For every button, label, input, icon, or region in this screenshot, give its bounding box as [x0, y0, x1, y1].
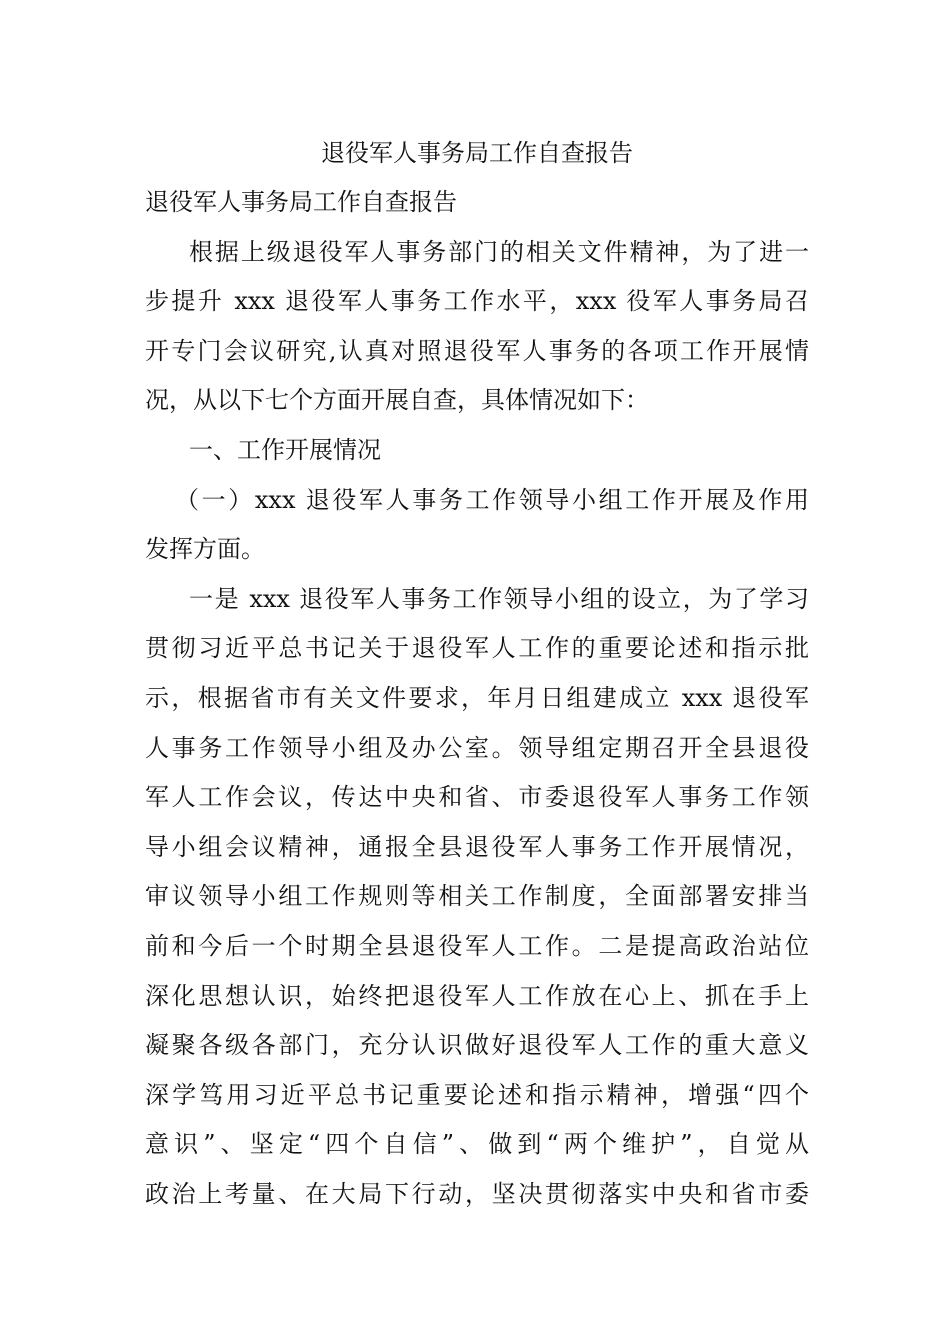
subsection-heading-line: （一）xxx 退役军人事务工作领导小组工作开展及作用 — [175, 485, 809, 514]
document-title: 退役军人事务局工作自查报告 — [321, 139, 633, 167]
body-line: 示，根据省市有关文件要求，年月日组建成立 xxx 退役军 — [145, 683, 809, 712]
body-line: 开专门会议研究,认真对照退役军人事务的各项工作开展情 — [145, 336, 809, 365]
subtitle-line: 退役军人事务局工作自查报告 — [145, 188, 457, 216]
body-line: 步提升 xxx 退役军人事务工作水平，xxx 役军人事务局召 — [145, 287, 809, 316]
body-line: 深化思想认识，始终把退役军人工作放在心上、抓在手上 — [145, 981, 809, 1010]
body-line: 凝聚各级各部门，充分认识做好退役军人工作的重大意义 — [145, 1031, 809, 1060]
body-line: 根据上级退役军人事务部门的相关文件精神，为了进一 — [189, 237, 809, 266]
body-line: 前和今后一个时期全县退役军人工作。二是提高政治站位 — [145, 931, 809, 960]
body-line: 况，从以下七个方面开展自查，具体情况如下： — [145, 386, 649, 415]
body-line: 意识”、坚定“四个自信”、做到“两个维护”，自觉从 — [145, 1130, 809, 1159]
document-page — [145, 128, 809, 1219]
body-line: 导小组会议精神，通报全县退役军人事务工作开展情况， — [145, 832, 809, 861]
body-line: 人事务工作领导小组及办公室。领导组定期召开全县退役 — [145, 733, 809, 762]
body-line: 审议领导小组工作规则等相关工作制度，全面部署安排当 — [145, 882, 809, 911]
body-line: 深学笃用习近平总书记重要论述和指示精神，增强“四个 — [145, 1080, 809, 1109]
section-heading: 一、工作开展情况 — [189, 435, 381, 464]
body-line: 军人工作会议，传达中央和省、市委退役军人事务工作领 — [145, 783, 809, 812]
body-line: 贯彻习近平总书记关于退役军人工作的重要论述和指示批 — [145, 634, 809, 663]
body-line: 政治上考量、在大局下行动，坚决贯彻落实中央和省市委 — [145, 1179, 809, 1208]
subsection-heading-line: 发挥方面。 — [145, 535, 265, 564]
body-line: 一是 xxx 退役军人事务工作领导小组的设立，为了学习 — [189, 584, 809, 613]
